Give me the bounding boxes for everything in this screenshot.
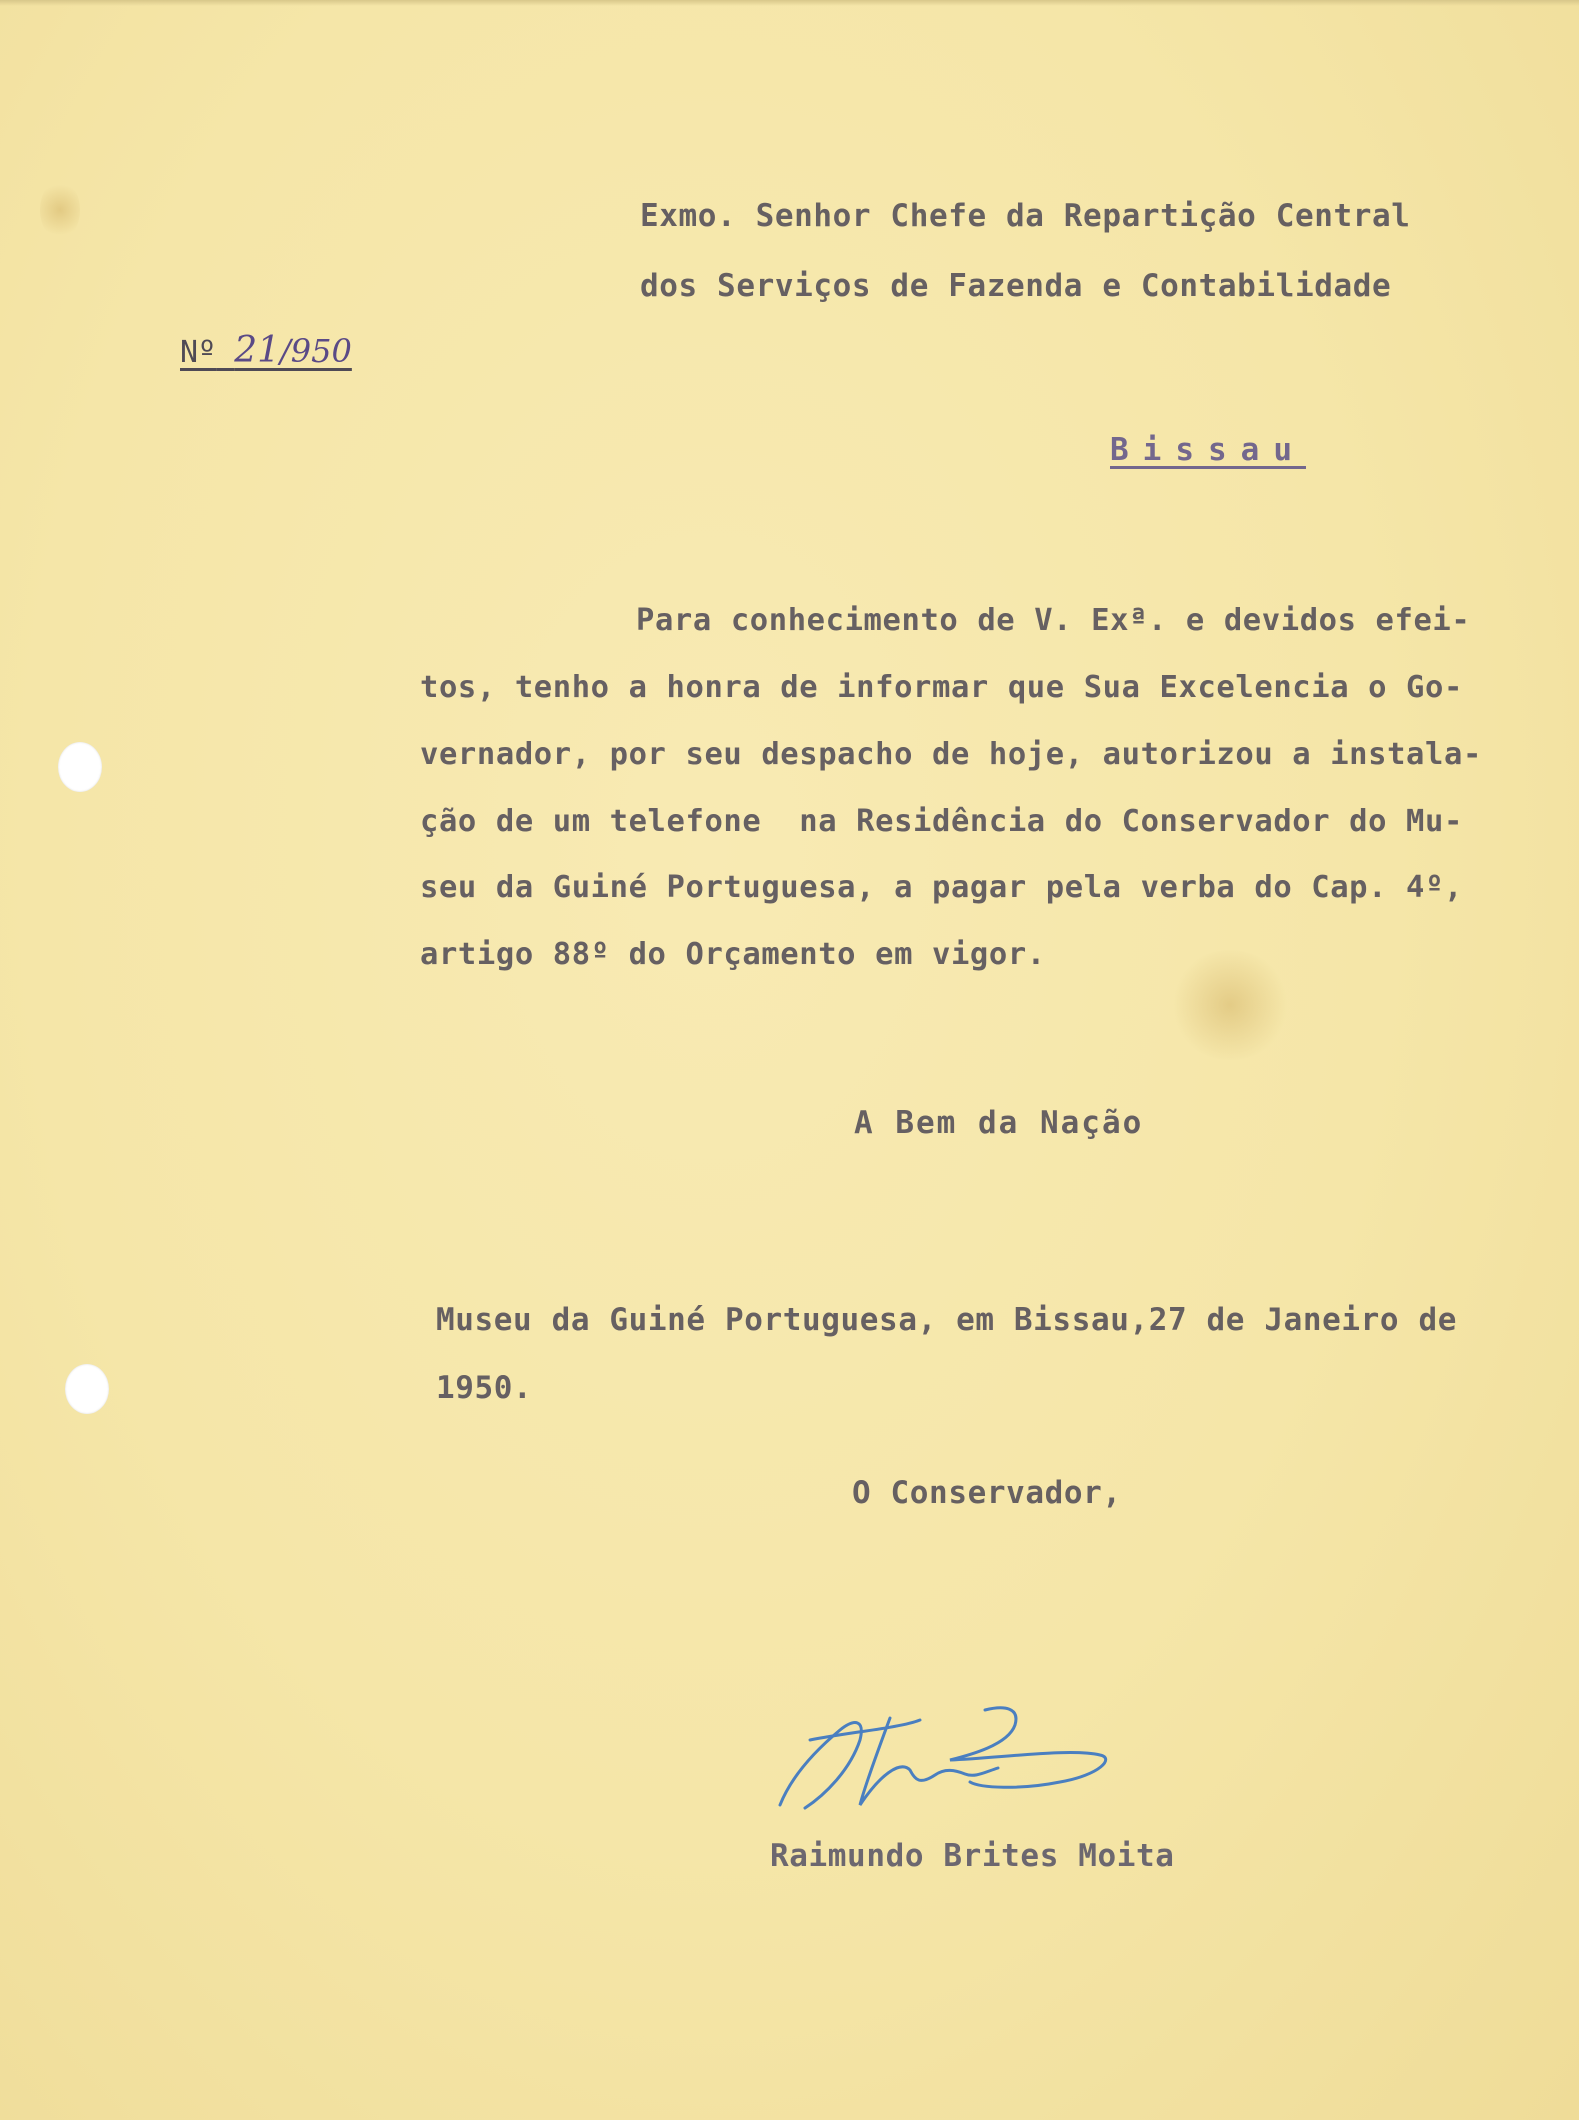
- signoff: O Conservador,: [852, 1475, 1122, 1511]
- place-date-line-2: 1950.: [436, 1370, 533, 1406]
- signer-name: Raimundo Brites Moita: [770, 1838, 1175, 1874]
- handwritten-signature: [770, 1700, 1170, 1820]
- body-line: ção de um telefone na Residência do Conservador do Mu-: [420, 804, 1463, 839]
- closing-salutation: A Bem da Nação: [854, 1105, 1144, 1141]
- recipient-address-line-2: dos Serviços de Fazenda e Contabilidade: [640, 268, 1392, 304]
- reference-prefix: Nº: [180, 335, 217, 370]
- body-line: vernador, por seu despacho de hoje, autorizou a instala-: [420, 737, 1482, 772]
- recipient-city: Bissau: [1110, 432, 1306, 468]
- reference-handwritten-number: 21: [234, 330, 280, 371]
- reference-year: /950: [280, 332, 352, 370]
- place-date-line-1: Museu da Guiné Portuguesa, em Bissau,27 de Janeiro de: [436, 1302, 1457, 1338]
- body-line: seu da Guiné Portuguesa, a pagar pela verba do Cap. 4º,: [420, 870, 1463, 905]
- paper-stain: [1170, 950, 1290, 1060]
- reference-number: [180, 330, 352, 371]
- punch-hole: [58, 742, 102, 792]
- recipient-address-line-1: Exmo. Senhor Chefe da Repartição Central: [640, 198, 1411, 234]
- body-line: tos, tenho a honra de informar que Sua Excelencia o Go-: [420, 670, 1463, 705]
- top-edge-shadow: [0, 0, 1579, 6]
- body-line: Para conhecimento de V. Exª. e devidos efei-: [636, 603, 1471, 638]
- body-line: artigo 88º do Orçamento em vigor.: [420, 937, 1046, 972]
- paper-stain: [40, 180, 80, 240]
- punch-hole: [65, 1364, 109, 1414]
